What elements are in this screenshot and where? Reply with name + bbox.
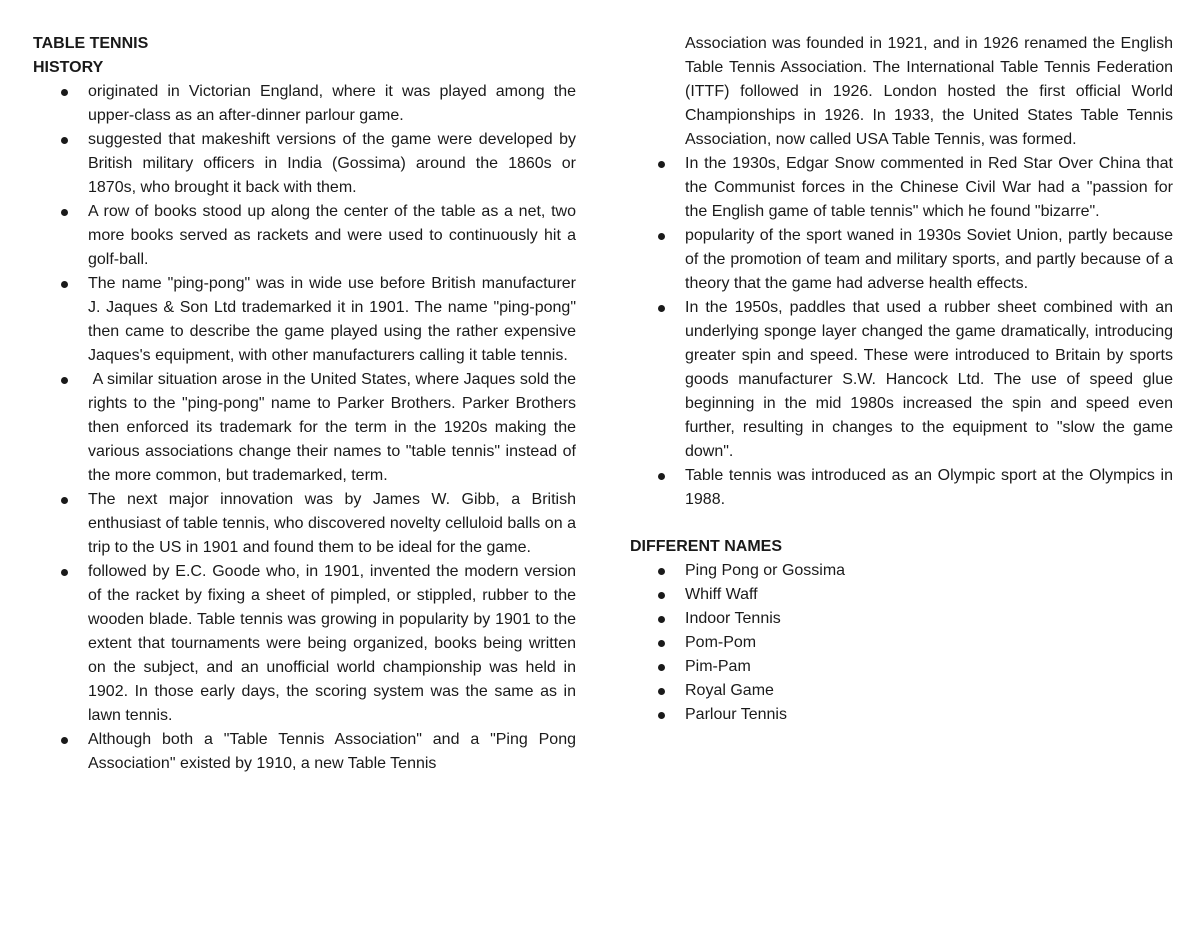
list-item-text: popularity of the sport waned in 1930s Soviet Union, partly because of the promotion of team and military sports, and partly because of a theory that the game had adverse health effects. bbox=[685, 227, 1173, 292]
bullet-icon bbox=[658, 664, 665, 671]
bullet-icon bbox=[658, 688, 665, 695]
list-item bbox=[630, 464, 1173, 512]
bullet-icon bbox=[61, 569, 68, 576]
bullet-icon bbox=[61, 377, 68, 384]
list-item-text: Pim-Pam bbox=[685, 658, 751, 675]
list-item bbox=[33, 488, 576, 560]
list-item bbox=[630, 224, 1173, 296]
list-item-text: Indoor Tennis bbox=[685, 610, 781, 627]
list-item-text: Ping Pong or Gossima bbox=[685, 562, 846, 579]
right-column bbox=[630, 32, 1173, 727]
list-item-text: In the 1950s, paddles that used a rubber sheet combined with an underlying sponge layer changed the game dramatically, introducing greater spin and speed. These were introduced to Britain by sports goods manufacturer S.W. Hancock Ltd. The use of speed glue beginning in the mid 1980s increased the spin and speed even further, resulting in changes to the equipment to "slow the game down". bbox=[685, 299, 1173, 460]
list-item bbox=[33, 80, 576, 128]
list-item bbox=[630, 559, 1173, 583]
bullet-icon bbox=[61, 497, 68, 504]
bullet-icon bbox=[658, 161, 665, 168]
history-list bbox=[33, 80, 581, 776]
list-item bbox=[33, 200, 576, 272]
left-column bbox=[33, 32, 581, 776]
list-item bbox=[630, 679, 1173, 703]
list-item bbox=[630, 607, 1173, 631]
list-item bbox=[630, 152, 1173, 224]
list-item-text: Although both a "Table Tennis Association" and a "Ping Pong Association" existed by 1910, a new Table Tennis bbox=[88, 731, 576, 772]
list-item-text: In the 1930s, Edgar Snow commented in Red Star Over China that the Communist forces in the Chinese Civil War had a "passion for the English game of table tennis" which he found "bizarre". bbox=[685, 155, 1173, 220]
bullet-icon bbox=[61, 737, 68, 744]
list-item-text: followed by E.C. Goode who, in 1901, invented the modern version of the racket by fixing a sheet of pimpled, or stippled, rubber to the wooden blade. Table tennis was growing in popularity by 1901 to the extent that tournaments were being organized, books being written on the subject, and an unofficial world championship was held in 1902. In those early days, the scoring system was the same as in lawn tennis. bbox=[88, 563, 576, 724]
history-continuation: Association was founded in 1921, and in 1926 renamed the English Table Tennis Association. The International Table Tennis Federation (ITTF) followed in 1926. London hosted the first official World Championships in 1926. In 1933, the United States Table Tennis Association, now called USA Table Tennis, was formed. bbox=[685, 35, 1173, 148]
bullet-icon bbox=[658, 233, 665, 240]
bullet-icon bbox=[61, 89, 68, 96]
list-item bbox=[33, 560, 576, 728]
bullet-icon bbox=[61, 281, 68, 288]
list-item-text: The name "ping-pong" was in wide use before British manufacturer J. Jaques & Son Ltd trademarked it in 1901. The name "ping-pong" then came to describe the game played using the rather expensive Jaques's equipment, with other manufacturers calling it table tennis. bbox=[88, 275, 576, 364]
list-item-text: Pom-Pom bbox=[685, 634, 757, 651]
list-item bbox=[33, 368, 581, 488]
list-item bbox=[630, 296, 1173, 464]
list-item-text: Royal Game bbox=[685, 682, 774, 699]
list-item-text: Whiff Waff bbox=[685, 586, 758, 603]
bullet-icon bbox=[658, 712, 665, 719]
bullet-icon bbox=[658, 473, 665, 480]
names-heading: DIFFERENT NAMES bbox=[630, 538, 782, 555]
section-gap bbox=[630, 512, 1173, 535]
list-item-text: originated in Victorian England, where it was played among the upper-class as an after-dinner parlour game. bbox=[88, 83, 576, 124]
list-item bbox=[33, 128, 576, 200]
list-item-text: The next major innovation was by James W. Gibb, a British enthusiast of table tennis, who discovered novelty celluloid balls on a trip to the US in 1901 and found them to be ideal for the game. bbox=[88, 491, 576, 556]
list-item bbox=[33, 728, 576, 776]
list-item-text: A similar situation arose in the United States, where Jaques sold the rights to the "ping-pong" name to Parker Brothers. Parker Brothers then enforced its trademark for the term in the 1920s making the various associations change their names to "table tennis" instead of the more common, but trademarked, term. bbox=[88, 371, 581, 484]
list-item-text: suggested that makeshift versions of the game were developed by British military officers in India (Gossima) around the 1860s or 1870s, who brought it back with them. bbox=[88, 131, 576, 196]
bullet-icon bbox=[658, 616, 665, 623]
bullet-icon bbox=[658, 568, 665, 575]
bullet-icon bbox=[658, 592, 665, 599]
list-item-text: A row of books stood up along the center of the table as a net, two more books served as rackets and were used to continuously hit a golf-ball. bbox=[88, 203, 576, 268]
bullet-icon bbox=[61, 137, 68, 144]
list-item bbox=[630, 631, 1173, 655]
list-item bbox=[33, 272, 576, 368]
document-title: TABLE TENNIS bbox=[33, 35, 149, 52]
bullet-icon bbox=[658, 305, 665, 312]
bullet-icon bbox=[61, 209, 68, 216]
names-list bbox=[630, 559, 1173, 727]
history-list-continued bbox=[630, 152, 1173, 512]
bullet-icon bbox=[658, 640, 665, 647]
list-item bbox=[630, 583, 1173, 607]
list-item-text: Parlour Tennis bbox=[685, 706, 787, 723]
list-item bbox=[630, 703, 1173, 727]
list-item-text: Table tennis was introduced as an Olympic sport at the Olympics in 1988. bbox=[685, 467, 1173, 508]
history-heading: HISTORY bbox=[33, 59, 104, 76]
list-item bbox=[630, 655, 1173, 679]
